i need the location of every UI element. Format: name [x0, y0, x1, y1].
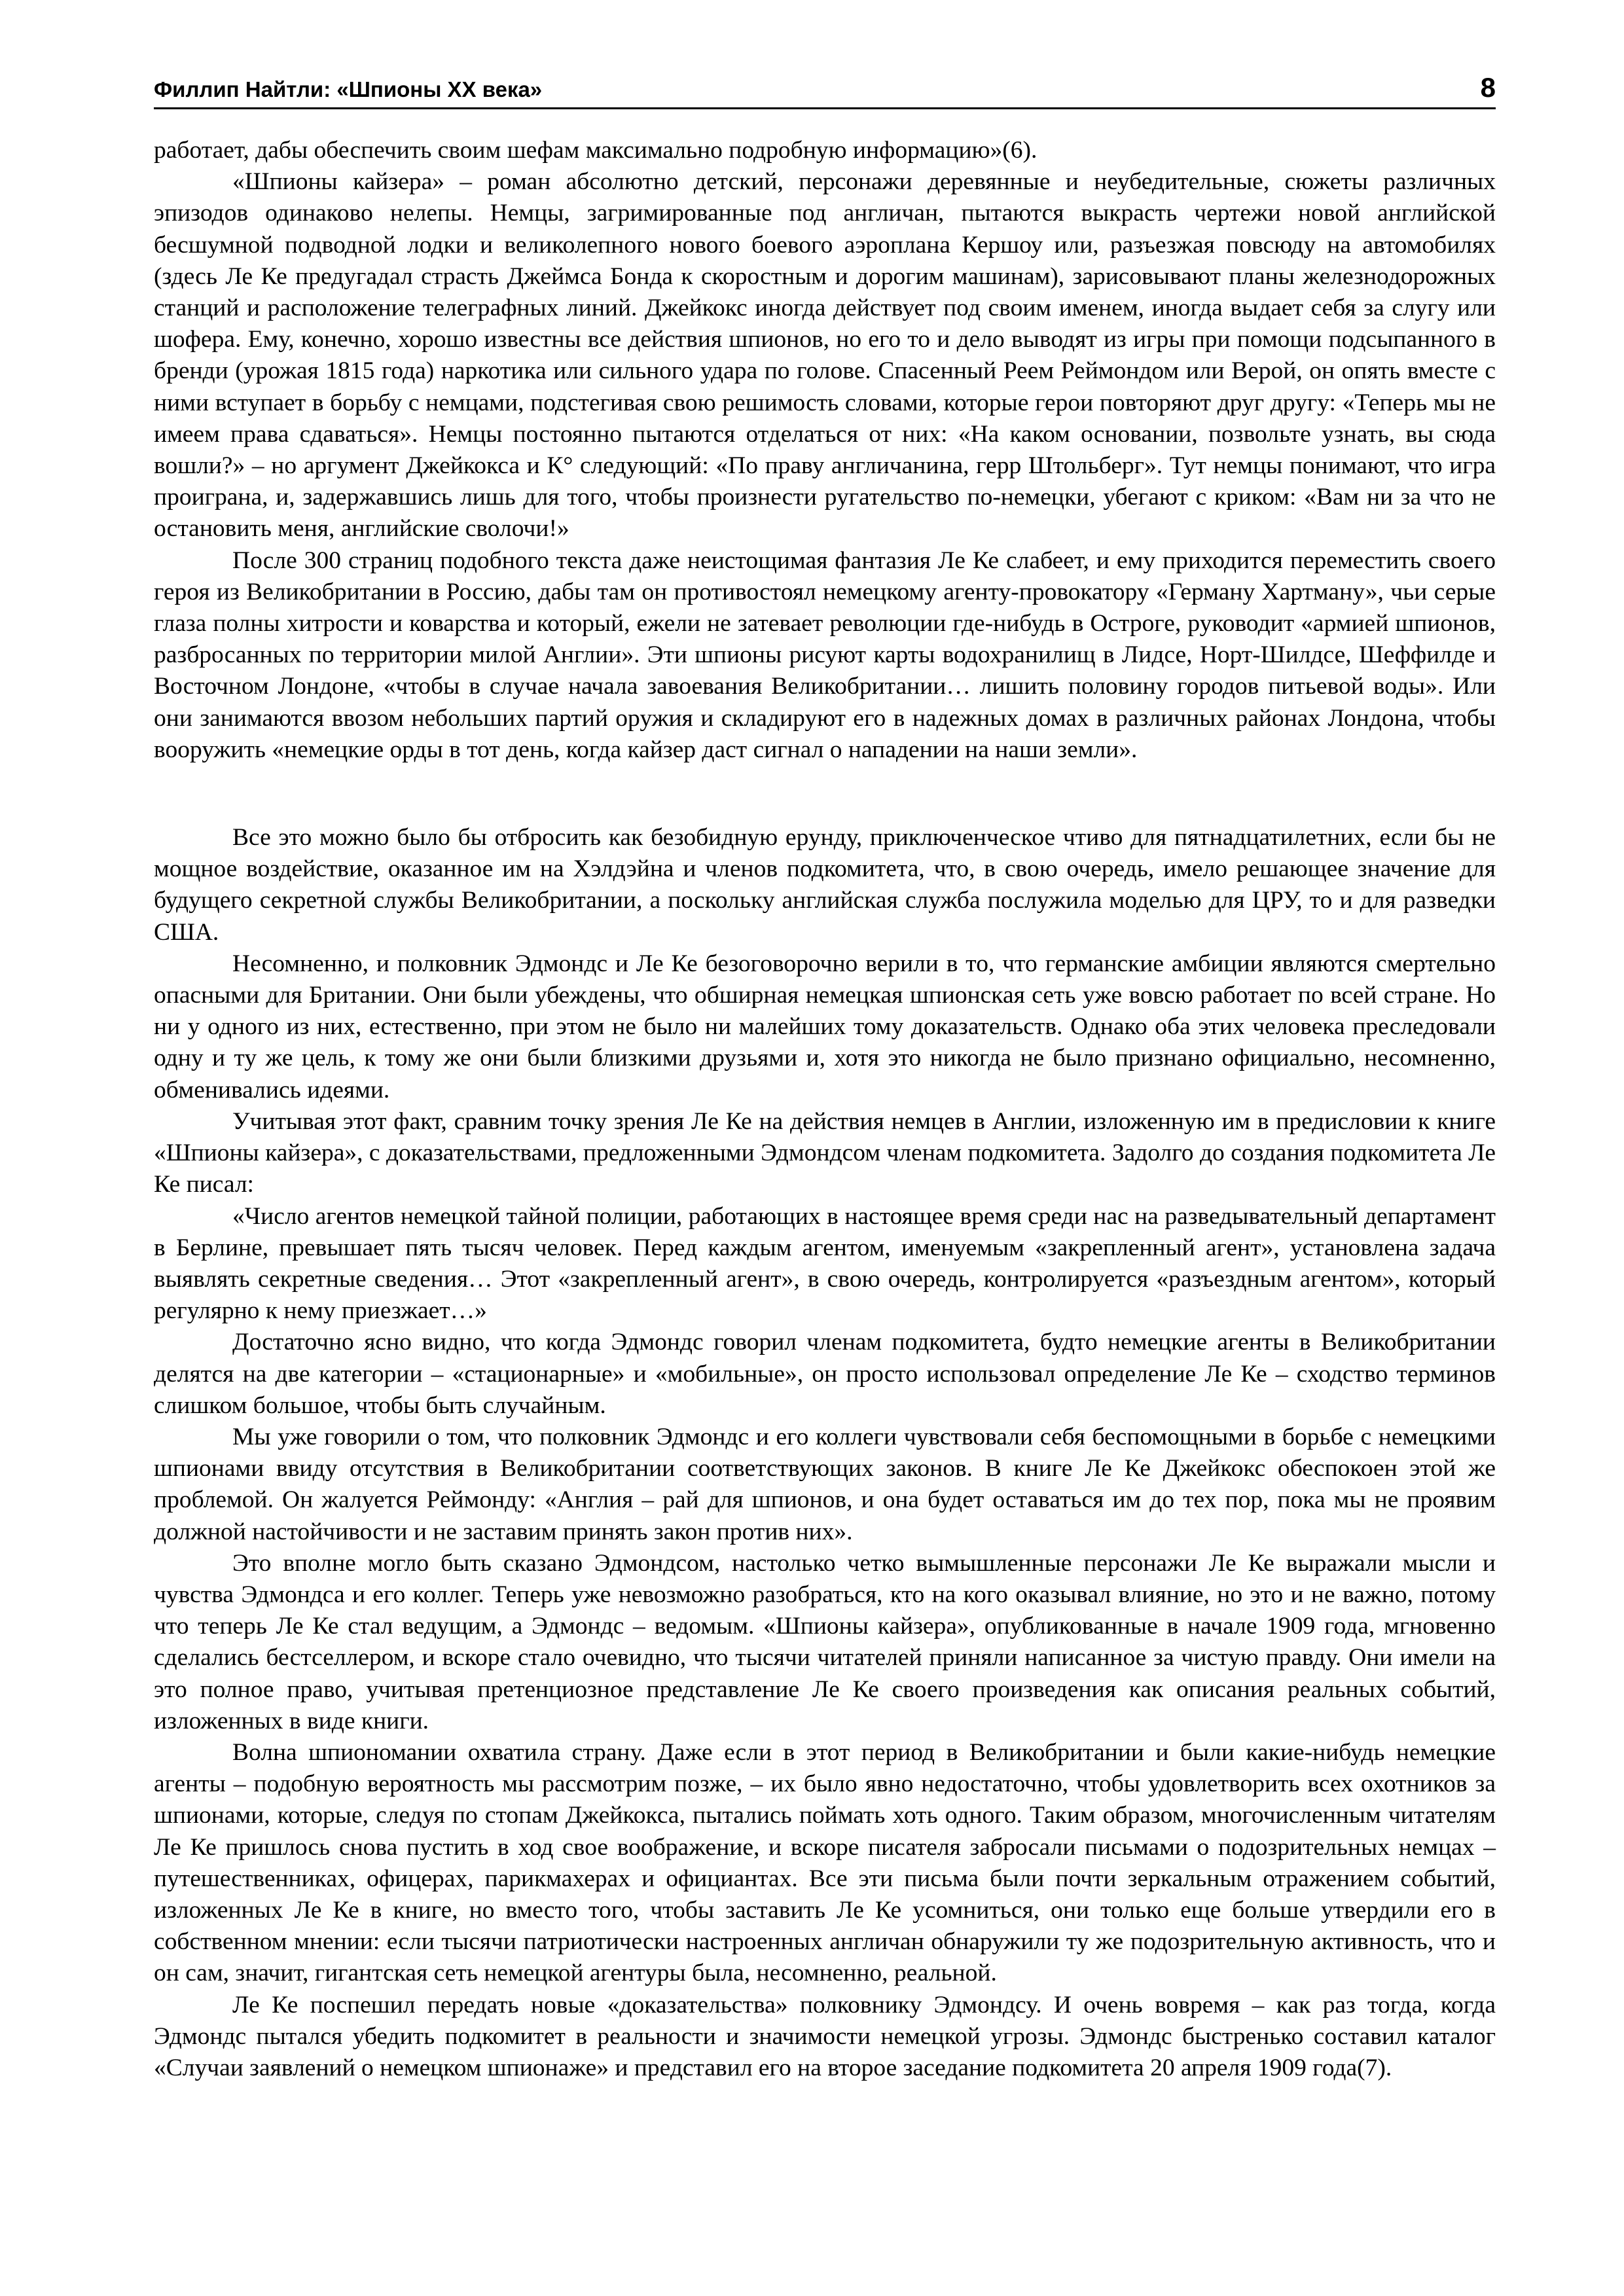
paragraph: Ле Ке поспешил передать новые «доказательства» полковнику Эдмондсу. И очень вовремя – как раз тогда, когда Эдмондс пытался убедить подкомитет в реальности и значимости немецкой угрозы. Эдмондс быстренько составил каталог «Случаи заявлений о немецком шпионаже» и представил его на второе заседание подкомитета 20 апреля 1909 года(7).	[154, 1991, 1496, 2081]
paragraph: Мы уже говорили о том, что полковник Эдмондс и его коллеги чувствовали себя беспомощными в борьбе с немецкими шпионами ввиду отсутствия в Великобритании соответствующих законов. В книге Ле Ке Джейкокс обеспокоен этой же проблемой. Он жалуется Реймонду: «Англия – рай для шпионов, и она будет оставаться им до тех пор, пока мы не проявим должной настойчивости и не заставим принять закон против них».	[154, 1423, 1496, 1545]
running-title: Филлип Найтли: «Шпионы XX века»	[154, 77, 543, 101]
paragraph-continuation: работает, дабы обеспечить своим шефам максимально подробную информацию»(6).	[154, 137, 1038, 164]
paragraph: Учитывая этот факт, сравним точку зрения Ле Ке на действия немцев в Англии, изложенную им в предисловии к книге «Шпионы кайзера», с доказательствами, предложенными Эдмондсом членам подкомитета. Задолго до создания подкомитета Ле Ке писал:	[154, 1107, 1496, 1198]
paragraph: Это вполне могло быть сказано Эдмондсом, настолько четко вымышленные персонажи Ле Ке выражали мысли и чувства Эдмондса и его коллег. Теперь уже невозможно разобраться, кто на кого оказывал влияние, но это и не важно, потому что теперь Ле Ке стал ведущим, а Эдмондс – ведомым. «Шпионы кайзера», опубликованные в начале 1909 года, мгновенно сделались бестселлером, и вскоре стало очевидно, что тысячи читателей приняли написанное за чистую правду. Они имели на это полное право, учитывая претенциозное представление Ле Ке своего произведения как описания реальных событий, изложенных в виде книги.	[154, 1549, 1496, 1734]
paragraph: Волна шпиономании охватила страну. Даже если в этот период в Великобритании и были какие-нибудь немецкие агенты – подобную вероятность мы рассмотрим позже, – их было явно недостаточно, чтобы удовлетворить всех охотников за шпионами, которые, следуя по стопам Джейкокса, пытались поймать хоть одного. Таким образом, многочисленным читателям Ле Ке пришлось снова пустить в ход свое воображение, и вскоре писателя забросали письмами о подозрительных немцах – путешественниках, офицерах, парикмахерах и официантах. Все эти письма были почти зеркальным отражением событий, изложенных Ле Ке в книге, но вместо того, чтобы заставить Ле Ке усомниться, они только еще больше утвердили его в собственном мнении: если тысячи патриотически настроенных англичан обнаружили ту же подозрительную активность, что и он сам, значит, гигантская сеть немецкой агентуры была, несомненно, реальной.	[154, 1738, 1496, 1987]
quotation-paragraph: «Число агентов немецкой тайной полиции, работающих в настоящее время среди нас на разведывательный департамент в Берлине, превышает пять тысяч человек. Перед каждым агентом, именуемым «закрепленный агент», установлена задача выявлять секретные сведения… Этот «закрепленный агент», в свою очередь, контролируется «разъездным агентом», который регулярно к нему приезжает…»	[154, 1202, 1496, 1325]
section-break	[154, 766, 1496, 822]
body-text	[154, 135, 1496, 2084]
paragraph: Несомненно, и полковник Эдмондс и Ле Ке безоговорочно верили в то, что германские амбиции являются смертельно опасными для Британии. Они были убеждены, что обширная немецкая шпионская сеть уже вовсю работает по всей стране. Но ни у одного из них, естественно, при этом не было ни малейших тому доказательств. Однако оба этих человека преследовали одну и ту же цель, к тому же они были близкими друзьями и, хотя это никогда не было признано официально, несомненно, обменивались идеями.	[154, 950, 1496, 1103]
running-header	[154, 68, 1496, 109]
paragraph: После 300 страниц подобного текста даже неистощимая фантазия Ле Ке слабеет, и ему приходится переместить своего героя из Великобритании в Россию, дабы там он противостоял немецкому агенту-провокатору «Герману Хартману», чьи серые глаза полны хитрости и коварства и который, ежели не затевает революции где-нибудь в Остроге, руководит «армией шпионов, разбросанных по территории милой Англии». Эти шпионы рисуют карты водохранилищ в Лидсе, Норт-Шилдсе, Шеффилде и Восточном Лондоне, «чтобы в случае начала завоевания Великобритании… лишить половину городов питьевой воды». Или они занимаются ввозом небольших партий оружия и складируют его в надежных домах в различных районах Лондона, чтобы вооружить «немецкие орды в тот день, когда кайзер даст сигнал о нападении на наши земли».	[154, 547, 1496, 763]
page-number: 8	[1480, 72, 1496, 103]
document-page	[154, 0, 1496, 2296]
paragraph: Достаточно ясно видно, что когда Эдмондс говорил членам подкомитета, будто немецкие агенты в Великобритании делятся на две категории – «стационарные» и «мобильные», он просто использовал определение Ле Ке – сходство терминов слишком большое, чтобы быть случайным.	[154, 1329, 1496, 1419]
paragraph: «Шпионы кайзера» – роман абсолютно детский, персонажи деревянные и неубедительные, сюжеты различных эпизодов одинаково нелепы. Немцы, загримированные под англичан, пытаются выкрасть чертежи новой английской бесшумной подводной лодки и великолепного нового боевого аэроплана Кершоу или, разъезжая повсюду на автомобилях (здесь Ле Ке предугадал страсть Джеймса Бонда к скоростным и дорогим машинам), зарисовывают планы железнодорожных станций и расположение телеграфных линий. Джейкокс иногда действует под своим именем, иногда выдает себя за слугу или шофера. Ему, конечно, хорошо известны все действия шпионов, но его то и дело выводят из игры при помощи подсыпанного в бренди (урожая 1815 года) наркотика или сильного удара по голове. Спасенный Реем Реймондом или Верой, он опять вместе с ними вступает в борьбу с немцами, подстегивая свою решимость словами, которые герои повторяют друг другу: «Теперь мы не имеем права сдаваться». Немцы постоянно пытаются отделаться от них: «На каком основании, позвольте узнать, вы сюда вошли?» – но аргумент Джейкокса и К° следующий: «По праву англичанина, герр Штольберг». Тут немцы понимают, что игра проиграна, и, задержавшись лишь для того, чтобы произнести ругательство по-немецки, убегают с криком: «Вам ни за что не остановить меня, английские сволочи!»	[154, 168, 1496, 543]
paragraph: Все это можно было бы отбросить как безобидную ерунду, приключенческое чтиво для пятнадцатилетних, если бы не мощное воздействие, оказанное им на Хэлдэйна и членов подкомитета, что, в свою очередь, имело решающее значение для будущего секретной службы Великобритании, а поскольку английская служба послужила моделью для ЦРУ, то и для разведки США.	[154, 824, 1496, 946]
